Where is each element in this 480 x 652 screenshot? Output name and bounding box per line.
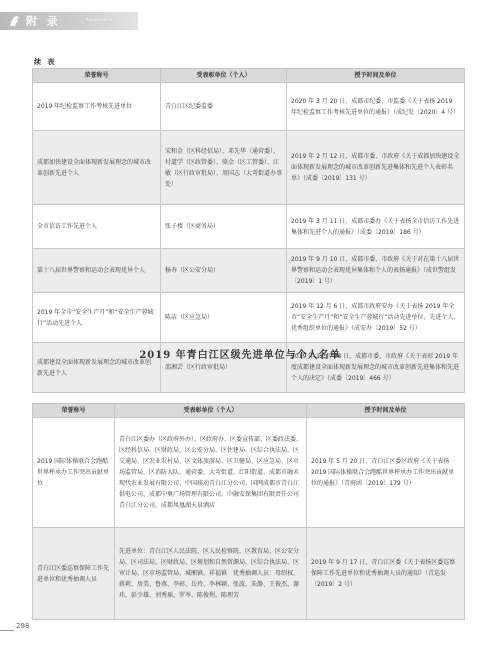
recipient-cell: 邵湘芸（区行政审批局） [161, 343, 287, 393]
column-header-honor: 荣誉称号 [33, 69, 161, 83]
table-row [33, 293, 465, 343]
honors-table-continued [32, 68, 465, 393]
honor-cell: 2019 国际体操联合会跑酷世界杯承办工作突出贡献单位 [33, 418, 115, 528]
recipient-cell: 杨寿（区公安分局） [161, 249, 287, 293]
grant-cell: 2019 年 12 月 6 日，成都市政府安办《关于表扬 2019 年全市“安全生产月”和“安全生产蓉城行”活动先进单位、先进个人、优秀组织单位的通报》（成安办〔2019〕52 号） [287, 293, 465, 343]
grant-cell: 2019 年 12 月 28 日，成都市委、市政府《关于表彰 2019 年度成都建设全面体现新发展理念的城市改革创新先进集体和先进个人的决定》（成委〔2019〕466 号） [287, 343, 465, 393]
recipient-cell: 宋和金（区科经信局）、邓先华（通菅委）、付道学（区政管委）、骆金（区工管委）、江敏（区行政审批局）、周国志（大弯街道办事处） [161, 131, 287, 205]
table-row [33, 249, 465, 293]
section-subtitle: Appendix [86, 17, 113, 22]
grant-cell: 2019 年 9 月 17 日，青白江区委《关于表扬区委巡察保障工作先进单位和优秀抽调人员的通知》（青巡发〔2019〕2 号） [307, 528, 465, 620]
recipient-cell: 陈洁（区应急局） [161, 293, 287, 343]
page-number-rule [0, 630, 14, 631]
section-title: 附 录 [26, 15, 61, 28]
column-header-grant: 授予时间及单位 [287, 69, 465, 83]
column-header-honor: 荣誉称号 [33, 404, 115, 418]
grant-cell: 2020 年 3 月 20 日，成都市纪委、市监委《关于表扬 2019 年纪检监察工作考核先进单位的通报》（成纪发〔2020〕4 号） [287, 83, 465, 131]
honor-cell: 2019 年全市“安全生产月”和“安全生产蓉城行”活动先进个人 [33, 293, 161, 343]
district-honors-table [32, 403, 465, 620]
grant-cell: 2019 年 3 月 11 日，成都市委办《关于表扬全市信访工作先进集体和先进个人的通报》（成委〔2019〕186 号） [287, 205, 465, 249]
column-header-grant: 授予时间及单位 [307, 404, 465, 418]
recipient-cell: 先进单位：青白江区人民法院、区人民检察院、区教育局、区公安分局、区司法局、区财政局、区规划和自然资源局、区综合执法局、区审计局、区市场监管局、城厢镇、祥福镇 优秀抽调人员：母绍权、蒋莉、房美、鲁燕、李彰、岳玲、李林颖、张波、朱静、王俊杰、谢玮、彭少雄、刘秀瑶、罗岑、陈俊利、陈理芳 [115, 528, 307, 620]
honor-cell: 全市信访工作先进个人 [33, 205, 161, 249]
table-row [33, 83, 465, 131]
table-row [33, 418, 465, 528]
honor-cell: 第十八届世界警察和运动会表现优异个人 [33, 249, 161, 293]
table-row [33, 205, 465, 249]
table2-title: 2019 年青白江区级先进单位与个人名单 [139, 350, 341, 361]
grant-cell: 2019 年 9 月 10 日，成都市委、市政府《关于对在第十八届世界警察和运动会表现优异集体和个人的表扬通报》（成世警组发〔2019〕1 号） [287, 249, 465, 293]
honor-cell: 2019 年纪检监察工作考核先进单位 [33, 83, 161, 131]
table-row [33, 131, 465, 205]
honor-cell: 成都加快建设全面体现新发展理念的城市改革创新先进个人 [33, 131, 161, 205]
table-row [33, 528, 465, 620]
column-header-recipient: 受表彰单位（个人） [161, 69, 287, 83]
recipient-cell: 张子楼（区商务局） [161, 205, 287, 249]
grant-cell: 2019 年 2 月 12 日，成都市委、市政府《关于成都加快建设全面体现新发展理念的城市改革创新先进集体和先进个人表彰名单》（成委〔2019〕131 号） [287, 131, 465, 205]
honor-cell: 成都建设全面体现新发展理念的城市改革创新先进个人 [33, 343, 161, 393]
page-number: 298 [16, 622, 30, 630]
recipient-cell: 青白江区纪委监委 [161, 83, 287, 131]
grant-cell: 2019 年 5 月 20 日，青白江区委区政府《关于表扬 2019 国际体操联合会跑酷世界杯承办工作突出贡献单位的通报》（青府函〔2019〕179 号） [307, 418, 465, 528]
honor-cell: 青白江区委巡察保障工作先进单位和优秀抽调人员 [33, 528, 115, 620]
page-header [0, 0, 480, 44]
recipient-cell: 青白江区委办（区政府外办）、区政府办、区委宣传部、区委政法委、区经科信局、区财政局、区公安分局、区住建局、区综合执法局、区交通局、区农业农村局、区文体旅游局、区卫健局、区应急局、区市场监管局、区消防大队、通菅委、大弯街道、红阳街道、成都市融禾现代农业发展有限公司、中国移动青白江分公司、国网成都市青白江供电公司、成都中奥广场管理有限公司、中融安保集团有限责任公司青白江分公司、成都凤凰湖天泉酒店 [115, 418, 307, 528]
horse-emblem-icon [8, 14, 22, 28]
continued-label: 续 表 [34, 58, 57, 66]
column-header-recipient: 受表彰单位（个人） [115, 404, 307, 418]
